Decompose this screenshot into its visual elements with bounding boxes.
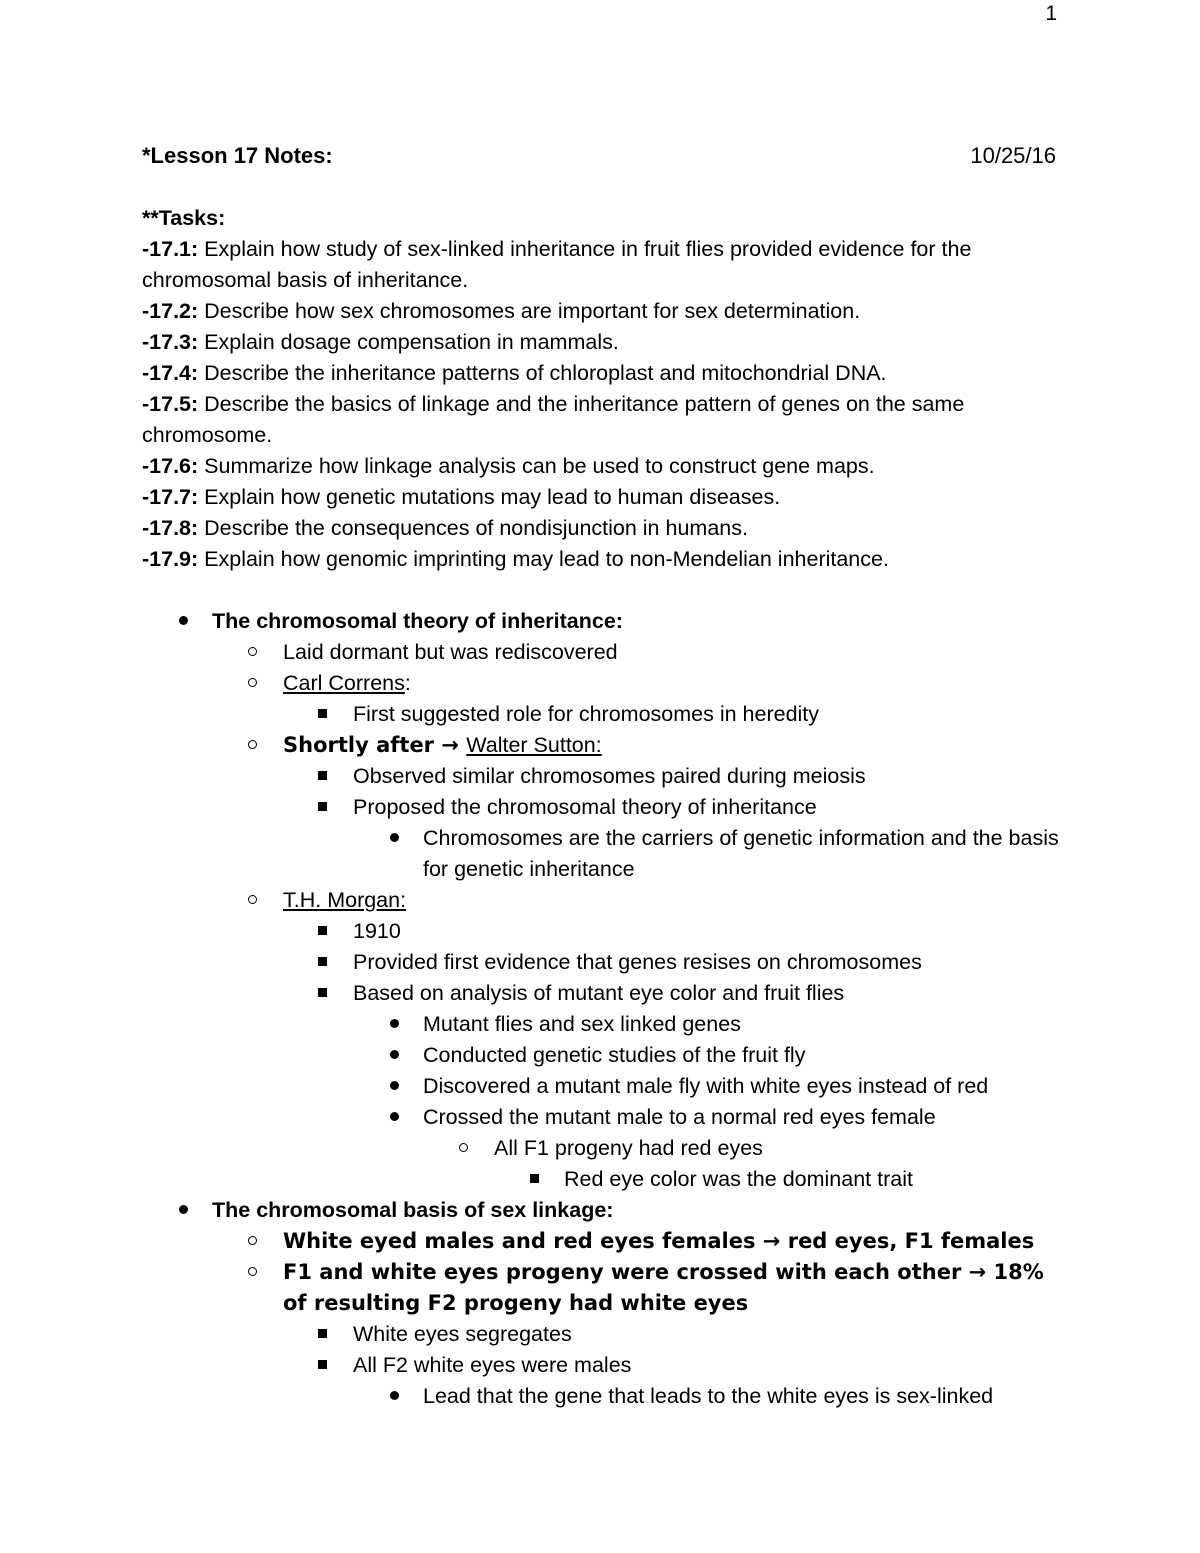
task-item [142,296,1062,327]
task-id: -17.7: [142,485,199,509]
list-item-text: Laid dormant but was rediscovered [283,640,618,664]
bullet-circle-icon [248,1257,257,1288]
page-number: 1 [1045,2,1057,25]
list-item-text: First suggested role for chromosomes in heredity [353,702,820,726]
task-text: Explain how study of sex-linked inheritance in fruit flies provided evidence for the chromosomal basis of inheritance. [142,237,972,292]
task-item [142,544,1062,575]
bullet-dot-icon [390,1040,399,1071]
tasks-section [142,203,1062,575]
bullet-square-icon [318,978,327,1009]
outline-heading [142,606,1142,637]
bullet-dot-icon [390,1071,399,1102]
list-item-text: Mutant flies and sex linked genes [423,1012,741,1036]
task-id: -17.1: [142,237,199,261]
list-item [142,1040,1142,1071]
notes-header [142,143,1056,174]
bullet-square-icon [530,1164,539,1195]
list-item [142,885,1142,916]
list-item [142,1009,1142,1040]
task-id: -17.5: [142,392,199,416]
task-id: -17.8: [142,516,199,540]
bullet-square-icon [318,916,327,947]
bullet-circle-icon [459,1133,468,1164]
list-item-text: White eyed males and red eyes females → red eyes, F1 females [283,1229,1035,1253]
bullet-square-icon [318,1319,327,1350]
list-item [142,1226,1142,1257]
task-text: Describe how sex chromosomes are important for sex determination. [198,299,861,323]
list-item [142,1350,1142,1381]
list-item-text: Crossed the mutant male to a normal red eyes female [423,1105,936,1129]
list-item-text: Based on analysis of mutant eye color and fruit flies [353,981,845,1005]
list-item [142,1257,1142,1319]
list-item [142,637,1142,668]
task-item [142,482,1062,513]
task-item [142,513,1062,544]
task-text: Summarize how linkage analysis can be used to construct gene maps. [198,454,875,478]
bullet-dot-icon [179,1195,188,1226]
list-item [142,699,1142,730]
list-item-text: All F2 white eyes were males [353,1353,632,1377]
list-item [142,1319,1142,1350]
section-heading: The chromosomal theory of inheritance: [212,609,623,633]
bullet-square-icon [318,1350,327,1381]
bullet-circle-icon [248,1226,257,1257]
list-item-text: : [404,671,411,695]
task-item [142,389,1062,451]
bullet-dot-icon [390,823,399,854]
list-item [142,668,1142,699]
task-item [142,327,1062,358]
bullet-circle-icon [248,730,257,761]
list-item-text: Observed similar chromosomes paired during meiosis [353,764,866,788]
list-item [142,761,1142,792]
list-item [142,1164,1142,1195]
list-item-text: Conducted genetic studies of the fruit fly [423,1043,806,1067]
task-id: -17.4: [142,361,199,385]
task-id: -17.2: [142,299,199,323]
notes-date: 10/25/16 [970,143,1056,168]
task-id: -17.3: [142,330,199,354]
tasks-heading: **Tasks: [142,206,226,230]
list-item [142,947,1142,978]
list-item [142,792,1142,823]
list-item [142,730,1142,761]
scientist-name: Walter Sutton: [466,733,602,757]
list-item [142,1133,1142,1164]
list-item-text: Lead that the gene that leads to the white eyes is sex-linked [423,1384,994,1408]
bullet-square-icon [318,792,327,823]
list-item-text: F1 and white eyes progeny were crossed with each other → 18% of resulting F2 progeny had white eyes [283,1260,1044,1315]
task-id: -17.9: [142,547,199,571]
task-text: Describe the basics of linkage and the inheritance pattern of genes on the same chromosome. [142,392,965,447]
outline-heading [142,1195,1142,1226]
list-item [142,978,1142,1009]
list-item-text: Provided first evidence that genes resises on chromosomes [353,950,922,974]
list-item-text: Red eye color was the dominant trait [564,1167,913,1191]
list-item [142,1381,1142,1412]
task-text: Explain how genomic imprinting may lead to non-Mendelian inheritance. [198,547,889,571]
task-id: -17.6: [142,454,199,478]
task-text: Explain dosage compensation in mammals. [198,330,619,354]
list-item [142,916,1142,947]
task-text: Describe the consequences of nondisjunction in humans. [198,516,748,540]
list-item [142,1071,1142,1102]
list-item-text: Shortly after → [283,733,467,757]
task-text: Explain how genetic mutations may lead to human diseases. [198,485,781,509]
bullet-square-icon [318,947,327,978]
notes-outline [142,606,1142,1412]
scientist-name: T.H. Morgan: [283,888,407,912]
bullet-circle-icon [248,885,257,916]
bullet-square-icon [318,699,327,730]
list-item-text: Proposed the chromosomal theory of inheritance [353,795,817,819]
list-item [142,823,1142,885]
scientist-name: Carl Correns [283,671,405,695]
task-item [142,234,1062,296]
bullet-circle-icon [248,668,257,699]
list-item [142,1102,1142,1133]
list-item-text: Chromosomes are the carriers of genetic information and the basis for genetic inheritance [423,826,1059,881]
bullet-circle-icon [248,637,257,668]
bullet-dot-icon [390,1009,399,1040]
bullet-dot-icon [179,606,188,637]
list-item-text: Discovered a mutant male fly with white eyes instead of red [423,1074,989,1098]
page-title: *Lesson 17 Notes: [142,143,333,168]
list-item-text: 1910 [353,919,401,943]
task-text: Describe the inheritance patterns of chloroplast and mitochondrial DNA. [198,361,887,385]
list-item-text: White eyes segregates [353,1322,572,1346]
bullet-dot-icon [390,1102,399,1133]
bullet-square-icon [318,761,327,792]
bullet-dot-icon [390,1381,399,1412]
list-item-text: All F1 progeny had red eyes [494,1136,763,1160]
section-heading: The chromosomal basis of sex linkage: [212,1198,614,1222]
task-item [142,451,1062,482]
task-item [142,358,1062,389]
